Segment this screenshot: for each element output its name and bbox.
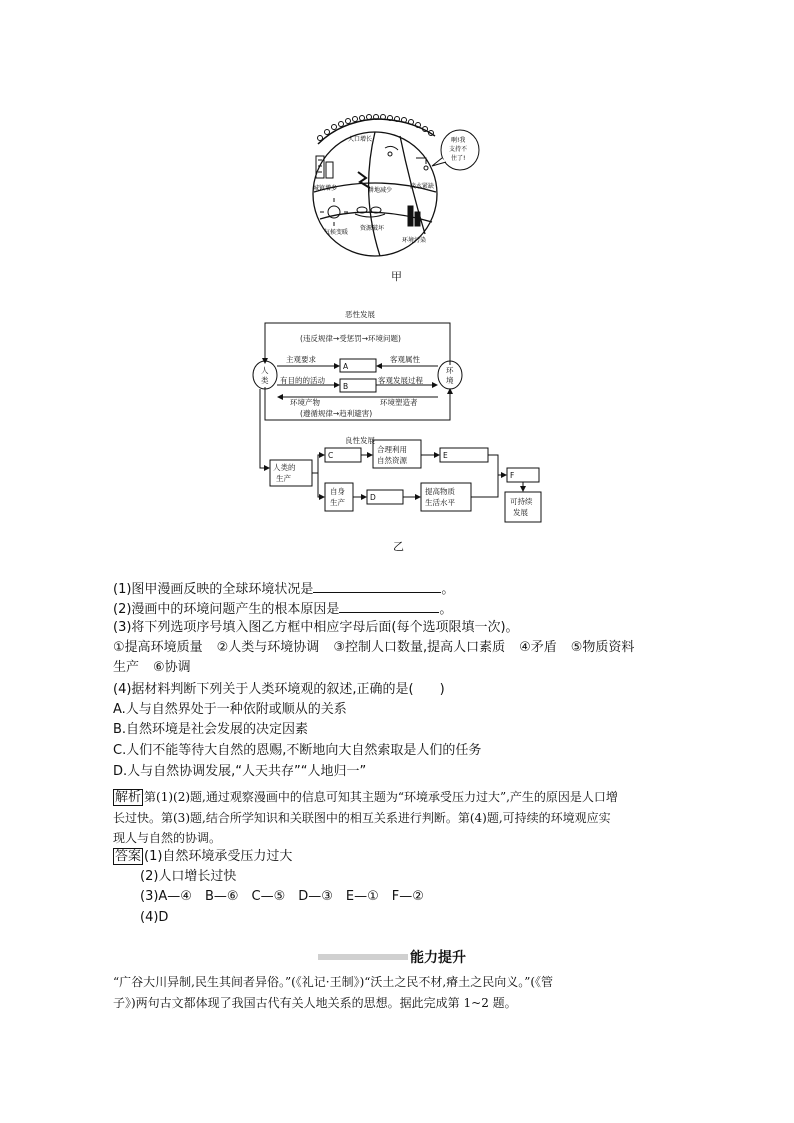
box-b: B — [343, 382, 349, 391]
top-label: 恶性发展 — [345, 310, 375, 319]
svg-text:环境产物: 环境产物 — [290, 398, 320, 407]
answer-line-3: (3)A—④ B—⑥ C—⑤ D—③ E—① F—② — [140, 889, 424, 904]
svg-text:生产: 生产 — [276, 474, 291, 483]
svg-text:环境塑造者: 环境塑造者 — [380, 398, 418, 407]
bottom-label: 良性发展 — [345, 436, 375, 445]
question-3-options: ①提高环境质量 ②人类与环境协调 ③控制人口数量,提高人口素质 ④矛盾 ⑤物质资料 — [113, 640, 635, 655]
label-climate: 气候变暖 — [324, 229, 349, 236]
question-2: (2)漫画中的环境问题产生的根本原因是 。 — [113, 598, 452, 620]
box-e: E — [443, 451, 448, 460]
answer-line-1: 答案 (1)自然环境承受压力过大 — [115, 849, 293, 864]
box-a: A — [343, 362, 349, 371]
svg-text:客观属性: 客观属性 — [390, 355, 420, 364]
svg-text:发展: 发展 — [513, 508, 528, 517]
box-f: F — [510, 471, 515, 480]
caption-yi: 乙 — [393, 540, 404, 553]
bottom-chain: (遵循规律→趋利避害) — [300, 409, 373, 418]
section-bar — [318, 954, 408, 960]
svg-text:自然资源: 自然资源 — [377, 456, 407, 465]
svg-text:人: 人 — [261, 366, 269, 375]
svg-text:住了!: 住了! — [451, 155, 466, 162]
svg-text:生产: 生产 — [330, 498, 345, 507]
svg-text:可持续: 可持续 — [510, 497, 533, 506]
cartoon-figure-jia — [300, 114, 480, 264]
svg-text:合理利用: 合理利用 — [377, 445, 407, 454]
question-4: (4)据材料判断下列关于人类环境观的叙述,正确的是( ) — [113, 682, 445, 697]
diagram-figure-yi — [240, 305, 550, 527]
label-population: 人口增长 — [348, 136, 373, 143]
caption-jia: 甲 — [391, 270, 402, 283]
box-d: D — [370, 493, 376, 502]
svg-text:人类的: 人类的 — [273, 463, 296, 472]
section-title: 能力提升 — [410, 950, 466, 966]
answer-blank-1[interactable] — [313, 578, 441, 593]
choice-a[interactable]: A.人与自然界处于一种依附或顺从的关系 — [113, 702, 347, 717]
question-3: (3)将下列选项序号填入图乙方框中相应字母后面(每个选项限填一次)。 — [113, 620, 519, 635]
sun-icon — [320, 198, 348, 226]
answer-line-2: (2)人口增长过快 — [140, 869, 237, 884]
tap-icon — [416, 158, 428, 170]
crowd-icon — [318, 115, 436, 145]
face-icon — [385, 146, 398, 156]
choice-c[interactable]: C.人们不能等待大自然的恩赐,不断地向大自然索取是人们的任务 — [113, 743, 482, 758]
svg-text:自身: 自身 — [330, 487, 345, 496]
svg-text:支持不: 支持不 — [449, 146, 468, 153]
svg-text:客观发展过程: 客观发展过程 — [378, 376, 423, 385]
choice-b[interactable]: B.自然环境是社会发展的决定因素 — [113, 722, 309, 737]
svg-text:啊!我: 啊!我 — [451, 137, 466, 144]
svg-text:类: 类 — [261, 376, 269, 385]
label-pollution: 环境污染 — [402, 237, 427, 244]
passage: “广谷大川异制,民生其间者异俗。”(《礼记·王制》)“沃土之民不材,瘠土之民向义。”(《管 子》)两句古文都体现了我国古代有关人地关系的思想。据此完成第 1~2 题。 — [113, 975, 554, 1010]
svg-text:境: 境 — [446, 376, 454, 385]
question-3-options-cont: 生产 ⑥协调 — [113, 660, 191, 675]
label-water: 淡水紧缺 — [410, 183, 435, 190]
svg-text:生活水平: 生活水平 — [425, 498, 455, 507]
box-c: C — [328, 451, 334, 460]
answer-blank-2[interactable] — [339, 598, 439, 613]
choice-d[interactable]: D.人与自然协调发展,“人天共存”“人地归一” — [113, 764, 367, 779]
svg-text:主观要求: 主观要求 — [286, 355, 316, 364]
label-resources: 资源破坏 — [360, 225, 385, 232]
section-header — [300, 947, 500, 967]
question-1: (1)图甲漫画反映的全球环境状况是 。 — [113, 578, 454, 600]
top-chain: (违反规律→受惩罚→环境问题) — [300, 334, 401, 343]
speech-bubble — [432, 130, 479, 170]
label-farmland: 耕地减少 — [368, 187, 393, 194]
svg-text:提高物质: 提高物质 — [425, 487, 455, 496]
svg-text:环: 环 — [446, 366, 454, 375]
label-cities: 城镇增多 — [313, 185, 338, 192]
analysis-block: 解析 第(1)(2)题,通过观察漫画中的信息可知其主题为“环境承受压力过大”,产生的原因是人口增 长过快。第(3)题,结合所学知识和关联图中的相互关系进行判断。第(4)题,可持续的环境观应实 现人与自然的协调。 — [113, 790, 618, 845]
answer-tag: 答案 — [115, 849, 142, 864]
analysis-tag: 解析 — [115, 790, 142, 805]
answer-line-4: (4)D — [140, 910, 169, 925]
svg-text:有目的的活动: 有目的的活动 — [280, 376, 325, 385]
